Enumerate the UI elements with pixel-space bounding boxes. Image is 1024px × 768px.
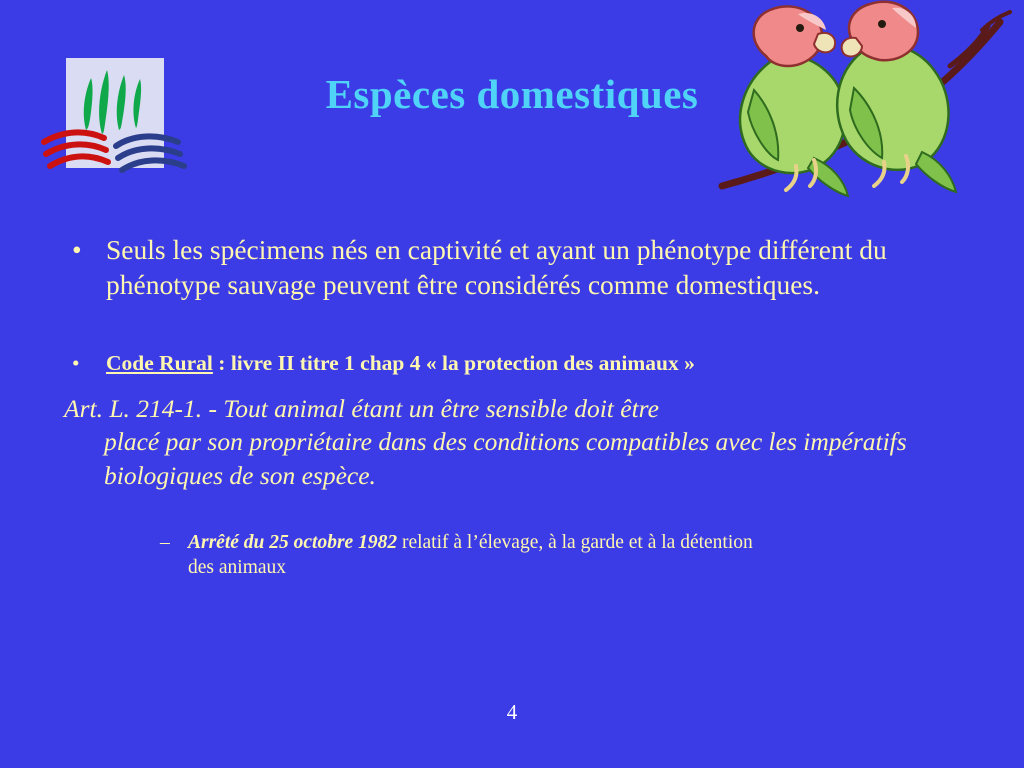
sub-bullet-item: [64, 530, 964, 581]
bullet-item-2-text: : livre II titre 1 chap 4 « la protection des animaux »: [212, 351, 695, 376]
bullet-item-1-text: Seuls les spécimens nés en captivité et ayant un phénotype différent du phénotype sauvage peuvent être considérés comme domestiques.: [106, 234, 887, 301]
bullet-item-1: [64, 232, 964, 302]
bullet-glyph: •: [72, 351, 80, 376]
article-paragraph-line1: Art. L. 214-1. - Tout animal étant un être sensible doit être: [64, 394, 659, 424]
sub-bullet-text-cont: des animaux: [188, 557, 287, 579]
sub-bullet-text: relatif à l’élevage, à la garde et à la détention: [397, 531, 753, 553]
slide-body: [64, 232, 964, 580]
dash-glyph: –: [160, 531, 170, 553]
bullet-glyph: •: [72, 234, 82, 265]
article-paragraph: [64, 392, 964, 491]
code-rural-link[interactable]: Code Rural: [106, 351, 213, 376]
page-title: Espèces domestiques: [325, 71, 699, 117]
page-number: 4: [506, 700, 518, 724]
sub-bullet-strong-text: Arrêté du 25 octobre 1982: [188, 531, 398, 553]
bullet-item-2: [64, 350, 964, 378]
article-paragraph-line2: placé par son propriétaire dans des conditions compatibles avec les impératifs biologiques de son espèce.: [104, 427, 907, 490]
